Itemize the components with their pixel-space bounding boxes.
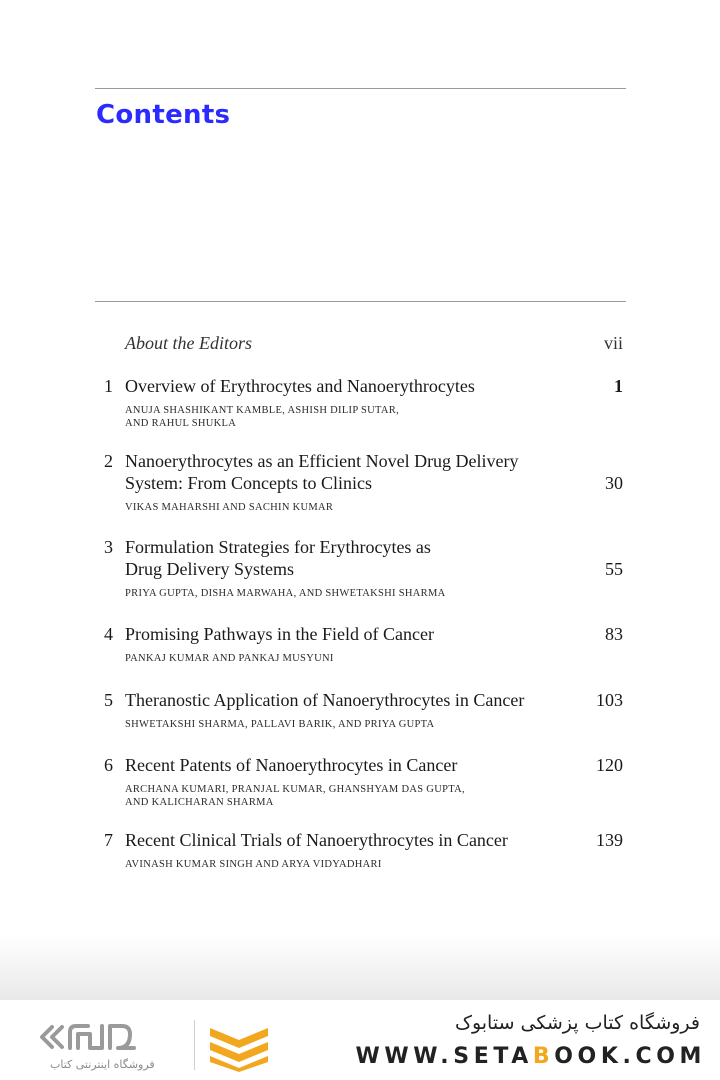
top-rule: [95, 88, 626, 89]
chapter-entry[interactable]: [95, 450, 626, 514]
front-matter-title: About the Editors: [125, 333, 252, 353]
chapter-entry[interactable]: [95, 689, 626, 731]
setabook-logo-icon: [38, 1018, 148, 1056]
chapter-title: Theranostic Application of Nanoerythrocytes in Cancer: [125, 690, 525, 710]
chapter-number: 7: [104, 830, 113, 850]
chapter-page: 103: [596, 690, 623, 710]
chapter-entry[interactable]: [95, 754, 626, 809]
chapter-authors: ANUJA SHASHIKANT KAMBLE, ASHISH DILIP SUTAR, AND RAHUL SHUKLA: [125, 405, 400, 429]
chapter-page: 55: [605, 559, 623, 579]
store-name: فروشگاه کتاب پزشکی ستابوک: [454, 1012, 700, 1034]
chapter-page: 139: [596, 830, 623, 850]
chapter-title: Nanoerythrocytes as an Efficient Novel Drug Delivery System: From Concepts to Clinics: [125, 451, 519, 493]
front-matter-page: vii: [603, 333, 623, 353]
chapter-page: 120: [596, 755, 623, 775]
chapter-page: 30: [605, 473, 623, 493]
chapter-number: 6: [104, 755, 113, 775]
middle-rule: [95, 301, 626, 302]
front-matter-entry[interactable]: [95, 333, 626, 357]
chapter-title: Promising Pathways in the Field of Cancer: [125, 624, 434, 644]
chapter-entry[interactable]: [95, 375, 626, 430]
chapter-authors: ARCHANA KUMARI, PRANJAL KUMAR, GHANSHYAM DAS GUPTA, AND KALICHARAN SHARMA: [125, 784, 465, 808]
watermark-footer: [0, 1000, 720, 1080]
chapter-authors: PRIYA GUPTA, DISHA MARWAHA, AND SHWETAKSHI SHARMA: [125, 588, 446, 599]
chapter-entry[interactable]: [95, 829, 626, 871]
url-prefix: WWW.SETA: [355, 1044, 533, 1069]
chapter-entry[interactable]: [95, 536, 626, 600]
footer-divider: [194, 1020, 195, 1070]
chapter-authors: VIKAS MAHARSHI AND SACHIN KUMAR: [125, 502, 334, 513]
chapter-page: 1: [614, 376, 623, 396]
url-accent: B: [532, 1044, 555, 1069]
page-title: Contents: [96, 100, 231, 130]
chapter-authors: AVINASH KUMAR SINGH AND ARYA VIDYADHARI: [125, 859, 382, 870]
chapter-number: 1: [104, 376, 113, 396]
chapter-number: 5: [104, 690, 113, 710]
chapter-title: Recent Patents of Nanoerythrocytes in Cancer: [125, 755, 458, 775]
chapter-page: 83: [605, 624, 623, 644]
chapter-title: Formulation Strategies for Erythrocytes as Drug Delivery Systems: [125, 537, 431, 579]
url-suffix: OOK.COM: [554, 1044, 706, 1069]
chapter-authors: SHWETAKSHI SHARMA, PALLAVI BARIK, AND PRIYA GUPTA: [125, 719, 435, 730]
chapter-number: 2: [104, 451, 113, 471]
chapter-number: 4: [104, 624, 113, 644]
book-chevrons-icon: [204, 1022, 274, 1072]
chapter-number: 3: [104, 537, 113, 557]
chapter-title: Overview of Erythrocytes and Nanoerythrocytes: [125, 376, 475, 396]
chapter-authors: PANKAJ KUMAR AND PANKAJ MUSYUNI: [125, 653, 334, 664]
chapter-title: Recent Clinical Trials of Nanoerythrocytes in Cancer: [125, 830, 508, 850]
store-url[interactable]: [356, 1044, 707, 1069]
logo-tagline: فروشگاه اینترنتی کتاب: [50, 1058, 155, 1071]
table-of-contents: [95, 333, 626, 871]
chapter-entry[interactable]: [95, 623, 626, 665]
page-bottom-shadow: [0, 935, 720, 1000]
